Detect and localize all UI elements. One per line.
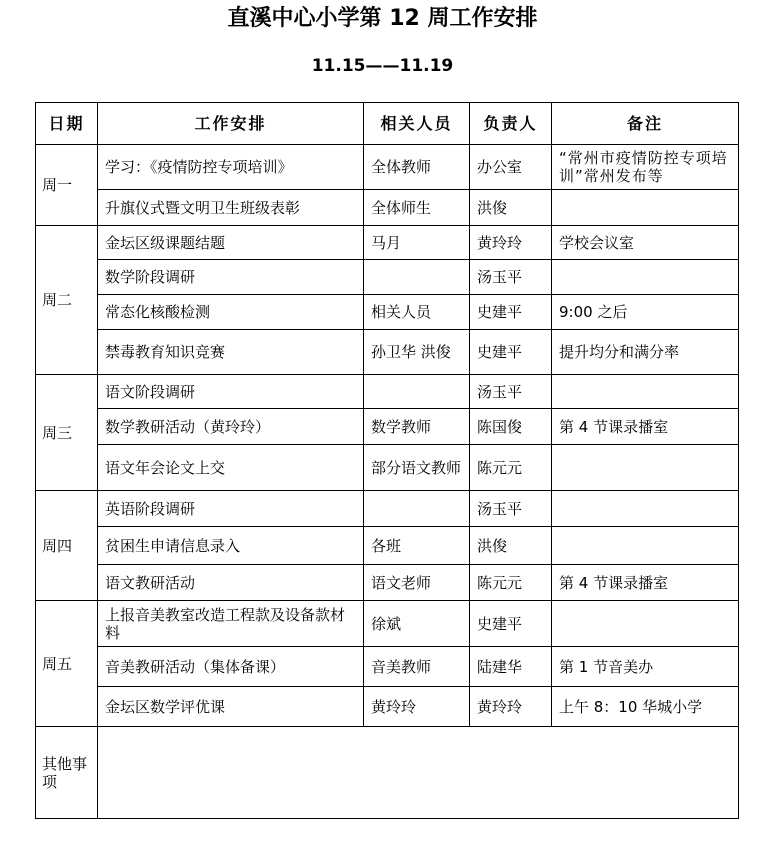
table-row bbox=[36, 145, 739, 190]
note-cell bbox=[552, 190, 739, 226]
note-cell bbox=[552, 375, 739, 409]
task-cell: 语文教研活动 bbox=[98, 565, 364, 601]
table-row bbox=[36, 226, 739, 260]
note-cell bbox=[552, 527, 739, 565]
people-cell bbox=[364, 491, 470, 527]
day-cell: 周二 bbox=[36, 226, 98, 375]
owner-cell: 洪俊 bbox=[470, 190, 552, 226]
table-row bbox=[36, 647, 739, 687]
note-cell bbox=[552, 445, 739, 491]
owner-cell: 黄玲玲 bbox=[470, 687, 552, 727]
owner-cell: 黄玲玲 bbox=[470, 226, 552, 260]
day-cell: 周四 bbox=[36, 491, 98, 601]
table-row bbox=[36, 190, 739, 226]
owner-cell: 史建平 bbox=[470, 601, 552, 647]
other-content bbox=[98, 727, 739, 819]
date-range: 11.15——11.19 bbox=[311, 56, 454, 76]
note-cell: 第 4 节课录播室 bbox=[552, 409, 739, 445]
task-cell: 贫困生申请信息录入 bbox=[98, 527, 364, 565]
header-owner: 负责人 bbox=[470, 103, 552, 145]
owner-cell: 洪俊 bbox=[470, 527, 552, 565]
note-cell: 上午 8：10 华城小学 bbox=[552, 687, 739, 727]
note-cell: 第 1 节音美办 bbox=[552, 647, 739, 687]
people-cell: 徐斌 bbox=[364, 601, 470, 647]
owner-cell: 办公室 bbox=[470, 145, 552, 190]
people-cell: 孙卫华 洪俊 bbox=[364, 330, 470, 375]
header-date: 日期 bbox=[36, 103, 98, 145]
table-row bbox=[36, 445, 739, 491]
people-cell: 音美教师 bbox=[364, 647, 470, 687]
other-label: 其他事项 bbox=[36, 727, 98, 819]
task-cell: 上报音美教室改造工程款及设备款材料 bbox=[98, 601, 364, 647]
table-row bbox=[36, 409, 739, 445]
note-cell: 学校会议室 bbox=[552, 226, 739, 260]
task-cell: 数学阶段调研 bbox=[98, 260, 364, 295]
people-cell bbox=[364, 260, 470, 295]
note-cell bbox=[552, 601, 739, 647]
task-cell: 英语阶段调研 bbox=[98, 491, 364, 527]
note-cell: 第 4 节课录播室 bbox=[552, 565, 739, 601]
task-cell: 音美教研活动（集体备课） bbox=[98, 647, 364, 687]
owner-cell: 陈国俊 bbox=[470, 409, 552, 445]
owner-cell: 汤玉平 bbox=[470, 375, 552, 409]
task-cell: 语文阶段调研 bbox=[98, 375, 364, 409]
people-cell: 数学教师 bbox=[364, 409, 470, 445]
owner-cell: 陈元元 bbox=[470, 565, 552, 601]
task-cell: 学习：《疫情防控专项培训》 bbox=[98, 145, 364, 190]
header-people: 相关人员 bbox=[364, 103, 470, 145]
people-cell: 部分语文教师 bbox=[364, 445, 470, 491]
table-row bbox=[36, 330, 739, 375]
note-cell: “常州市疫情防控专项培训”常州发布等 bbox=[552, 145, 739, 190]
task-cell: 升旗仪式暨文明卫生班级表彰 bbox=[98, 190, 364, 226]
task-cell: 常态化核酸检测 bbox=[98, 295, 364, 330]
table-row bbox=[36, 565, 739, 601]
day-cell: 周五 bbox=[36, 601, 98, 727]
owner-cell: 汤玉平 bbox=[470, 491, 552, 527]
owner-cell: 史建平 bbox=[470, 330, 552, 375]
task-cell: 禁毒教育知识竞赛 bbox=[98, 330, 364, 375]
people-cell: 相关人员 bbox=[364, 295, 470, 330]
people-cell: 各班 bbox=[364, 527, 470, 565]
note-cell: 9:00 之后 bbox=[552, 295, 739, 330]
other-row bbox=[36, 727, 739, 819]
day-cell: 周三 bbox=[36, 375, 98, 491]
day-cell: 周一 bbox=[36, 145, 98, 226]
note-cell bbox=[552, 491, 739, 527]
owner-cell: 陆建华 bbox=[470, 647, 552, 687]
table-row bbox=[36, 527, 739, 565]
people-cell: 语文老师 bbox=[364, 565, 470, 601]
people-cell bbox=[364, 375, 470, 409]
owner-cell: 汤玉平 bbox=[470, 260, 552, 295]
owner-cell: 陈元元 bbox=[470, 445, 552, 491]
table-row bbox=[36, 687, 739, 727]
schedule-body bbox=[36, 103, 739, 819]
people-cell: 全体教师 bbox=[364, 145, 470, 190]
page-title: 直溪中心小学第 12 周工作安排 bbox=[227, 6, 538, 31]
task-cell: 金坛区数学评优课 bbox=[98, 687, 364, 727]
header-note: 备注 bbox=[552, 103, 739, 145]
note-cell: 提升均分和满分率 bbox=[552, 330, 739, 375]
task-cell: 金坛区级课题结题 bbox=[98, 226, 364, 260]
people-cell: 全体师生 bbox=[364, 190, 470, 226]
task-cell: 语文年会论文上交 bbox=[98, 445, 364, 491]
people-cell: 黄玲玲 bbox=[364, 687, 470, 727]
task-cell: 数学教研活动（黄玲玲） bbox=[98, 409, 364, 445]
header-task: 工作安排 bbox=[98, 103, 364, 145]
note-cell bbox=[552, 260, 739, 295]
schedule-table bbox=[35, 102, 739, 819]
table-row bbox=[36, 491, 739, 527]
table-row bbox=[36, 295, 739, 330]
header-row bbox=[36, 103, 739, 145]
table-row bbox=[36, 260, 739, 295]
people-cell: 马月 bbox=[364, 226, 470, 260]
table-row bbox=[36, 375, 739, 409]
table-row bbox=[36, 601, 739, 647]
owner-cell: 史建平 bbox=[470, 295, 552, 330]
